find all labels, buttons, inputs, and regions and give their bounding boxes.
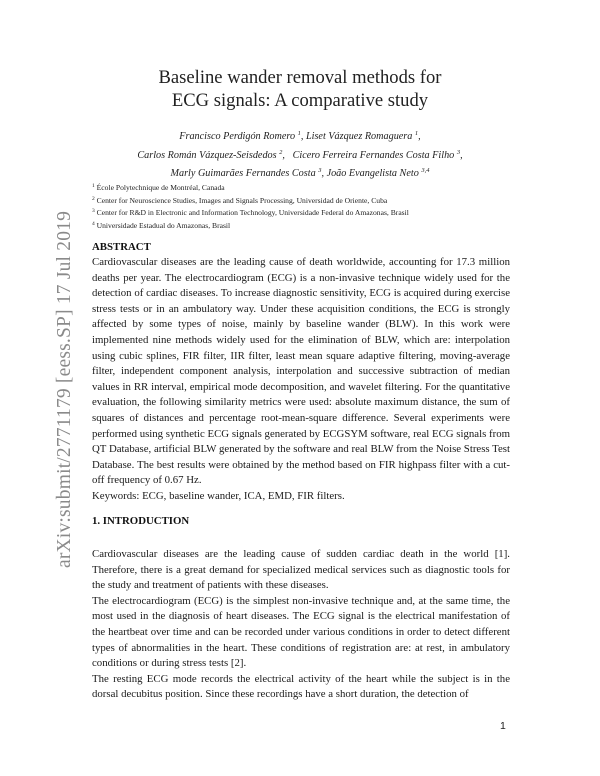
author-affiliation-mark: 3,4 (421, 167, 430, 174)
intro-paragraph: The resting ECG mode records the electrical activity of the heart while the subject is in the dorsal decubitus position. Since these recordings have a short duration, the detection of (92, 672, 510, 701)
intro-paragraph: Cardiovascular diseases are the leading cause of sudden cardiac death in the world [1]. Therefore, there is a great demand for specialized medical services such as diagnostic tools for the study and treatment of patients with these diseases. (92, 548, 510, 592)
affiliation-item: $^3$ Center for R&D in Electronic and Information Technology, Universidade Federal do Amazonas, Brasil (92, 208, 409, 218)
author-list (0, 126, 600, 182)
author-affiliation-mark: 1 (297, 130, 301, 137)
affiliation-item: $^4$ Universidade Estadual do Amazonas, Brasil (92, 221, 231, 231)
author-name: Francisco Perdigón Romero (179, 131, 296, 142)
keywords: Keywords: ECG, baseline wander, ICA, EMD, FIR filters. (92, 489, 345, 502)
author-name: João Evangelista Neto (326, 168, 419, 179)
arxiv-side-stamp: arXiv:submit/2771179 [eess.SP] 17 Jul 2019 (54, 210, 75, 568)
paper-title (0, 66, 600, 112)
affiliation-item: $^1$ École Polytechnique de Montréal, Canada (92, 183, 225, 192)
author-affiliation-mark: 1 (414, 130, 419, 137)
author-name: Liset Vázquez Romaguera (305, 131, 413, 142)
author-name: Cicero Ferreira Fernandes Costa Filho (292, 149, 455, 161)
introduction-body (92, 547, 510, 703)
abstract-body (92, 255, 510, 505)
author-line-2: Carlos Román Vázquez-Seisdedos $^2$, Cicero Ferreira Fernandes Costa Filho $^3$, (137, 148, 463, 161)
author-affiliation-mark: 3 (456, 148, 461, 156)
affiliation-list (92, 181, 409, 232)
title-line-1: Baseline wander removal methods for (158, 67, 442, 88)
title-line-2: ECG signals: A comparative study (171, 90, 429, 111)
author-affiliation-mark: 3 (318, 167, 322, 174)
author-line-3: Marly Guimarães Fernandes Costa $^3$, João Evangelista Neto $^{3,4}$ (170, 167, 430, 179)
author-name: Carlos Román Vázquez-Seisdedos (137, 149, 277, 161)
affiliation-item: $^2$ Center for Neuroscience Studies, Images and Signals Processing, Universidad de Oriente, Cuba (92, 195, 388, 205)
intro-paragraph: The electrocardiogram (ECG) is the simplest non-invasive technique and, at the same time, the most used in the diagnosis of heart diseases. The ECG signal is the electrical manifestation of the heartbeat over time and can be recorded under various conditions in order to detect different types of abnormalities in the heart. These conditions of registration are: at rest, in ambulatory conditions or during stress tests [2]. (92, 594, 510, 670)
abstract-text: Cardiovascular diseases are the leading cause of death worldwide, accounting for 17.3 million deaths per year. The electrocardiogram (ECG) is a non-invasive technique widely used for the detection of cardiac diseases. To increase diagnostic sensitivity, ECG is acquired during exercise stress tests or in an ambulatory way. Under these acquisition conditions, the ECG is strongly affected by some types of noise, mainly by baseline wander (BLW). In this work were implemented nine methods widely used for the elimination of BLW, which are: interpolation using cubic splines, FIR filter, IIR filter, least mean square adaptive filtering, moving-average filter, independent component analysis, interpolation and successive subtraction of median values in RR interval, empirical mode decomposition, and wavelet filtering. For the quantitative evaluation, the following similarity metrics were used: absolute maximum distance, the sum of squares of distances and percentage root-mean-square difference. Several experiments were performed using synthetic ECG signals generated by ECGSYM software, real ECG signals from QT Database, artificial BLW generated by the software and real BLW from the Noise Stress Test Database. The best results were obtained by the method based on FIR highpass filter with a cut-off frequency of 0.67 Hz. (92, 256, 510, 487)
author-name: Marly Guimarães Fernandes Costa (170, 168, 316, 179)
author-affiliation-mark: 2 (279, 148, 283, 156)
page-number: 1 (500, 720, 506, 732)
abstract-heading: ABSTRACT (92, 241, 151, 253)
introduction-heading: 1. INTRODUCTION (92, 515, 190, 527)
author-line-1: Francisco Perdigón Romero $^1$, Liset Vázquez Romaguera $^1$, (179, 130, 421, 142)
